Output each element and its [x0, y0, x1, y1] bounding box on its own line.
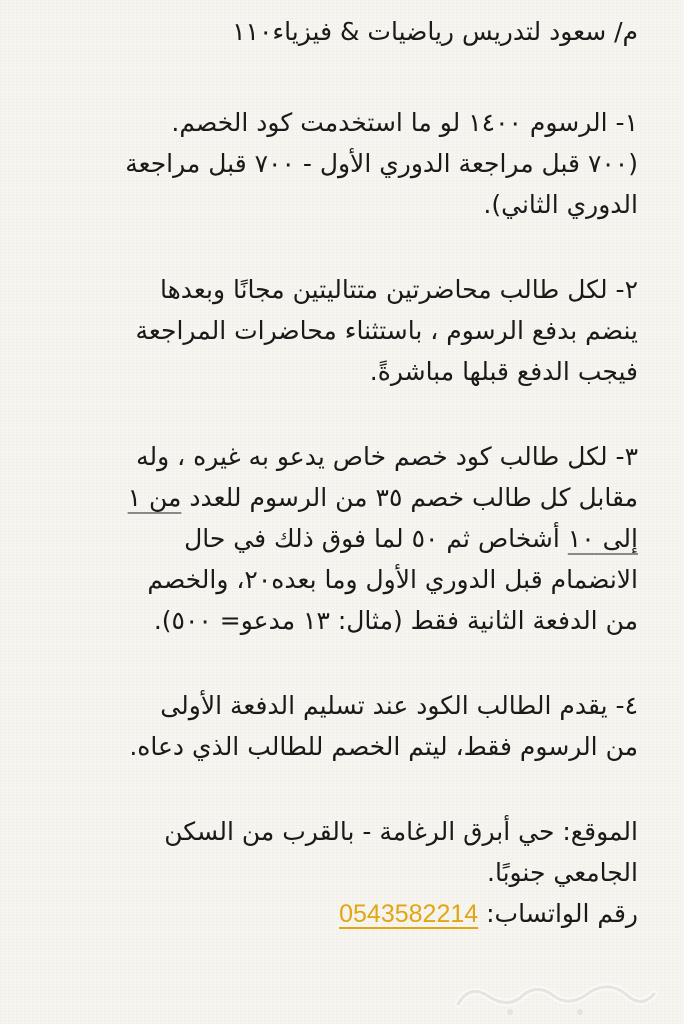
whatsapp-label: رقم الواتساب: [486, 899, 638, 928]
item-3-range-start: من ١ [127, 483, 182, 512]
location-line-1: الموقع: حي أبرق الرغامة - بالقرب من السكن [164, 817, 638, 846]
contact-block [56, 811, 638, 935]
item-1-line-2: (٧٠٠ قبل مراجعة الدوري الأول - ٧٠٠ قبل مراجعة [125, 149, 638, 178]
item-2-line-3: فيجب الدفع قبلها مباشرةً. [369, 357, 638, 386]
item-1-line-1: ١- الرسوم ١٤٠٠ لو ما استخدمت كود الخصم. [171, 108, 638, 137]
page-title: م/ سعود لتدريس رياضيات & فيزياء١١٠ [232, 17, 638, 46]
item-3 [56, 436, 638, 641]
haraj-watermark-logo [450, 974, 660, 1020]
item-1 [56, 102, 638, 225]
item-3-line-1: ٣- لكل طالب كود خصم خاص يدعو به غيره ، وله [136, 442, 638, 471]
item-1-line-3: الدوري الثاني). [483, 190, 638, 219]
location-line-2: الجامعي جنوبًا. [487, 858, 638, 887]
item-3-line-5: من الدفعة الثانية فقط (مثال: ١٣ مدعو= ٥٠٠). [153, 606, 638, 635]
item-3-line-2-text: مقابل كل طالب خصم ٣٥ من الرسوم للعدد [189, 483, 638, 512]
item-2 [56, 269, 638, 392]
item-3-range-end: إلى ١٠ [567, 524, 638, 553]
item-2-line-1: ٢- لكل طالب محاضرتين متتاليتين مجانًا وبعدها [160, 275, 638, 304]
item-4-line-2: من الرسوم فقط، ليتم الخصم للطالب الذي دعاه. [129, 732, 638, 761]
phone-number-link[interactable]: 0543582214 [339, 900, 479, 928]
item-4-line-1: ٤- يقدم الطالب الكود عند تسليم الدفعة الأولى [160, 691, 638, 720]
note-page [56, 12, 638, 935]
item-3-line-2 [56, 477, 638, 518]
whatsapp-line [56, 893, 638, 935]
item-3-line-3 [56, 518, 638, 559]
item-3-line-4: الانضمام قبل الدوري الأول وما بعده٢٠، والخصم [147, 565, 638, 594]
item-4 [56, 685, 638, 767]
item-2-line-2: ينضم بدفع الرسوم ، باستثناء محاضرات المراجعة [135, 316, 638, 345]
item-3-line-3-text: أشخاص ثم ٥٠ لما فوق ذلك في حال [184, 524, 560, 553]
